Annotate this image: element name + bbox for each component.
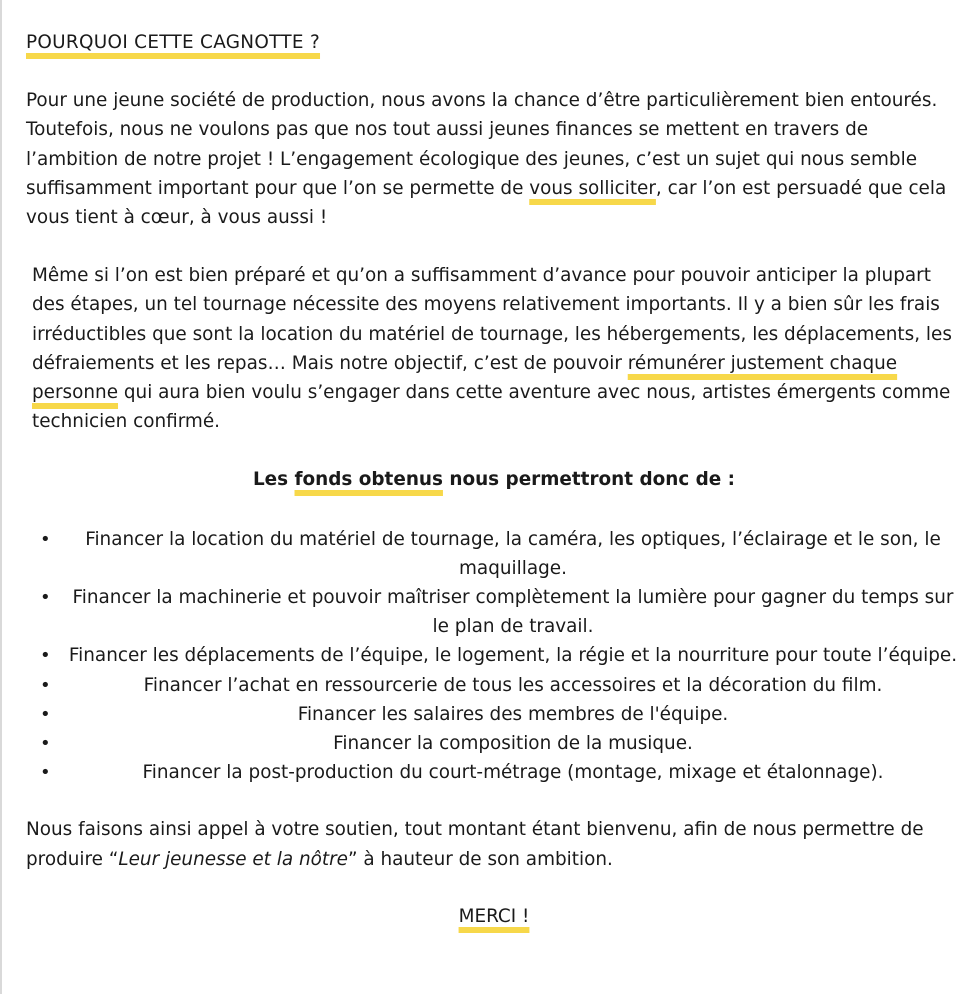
closing-paragraph (26, 815, 962, 873)
bullet-icon: • (40, 762, 51, 784)
budget-text-end: qui aura bien voulu s’engager dans cette aventure avec nous, artistes émergents comme technicien confirmé. (32, 382, 951, 433)
funds-title-start: Les (252, 469, 295, 491)
bullet-icon: • (40, 645, 51, 667)
intro-text-end: , car l’on est persuadé que cela vous tient à cœur, à vous aussi ! (26, 177, 947, 229)
bullet-icon: • (40, 528, 51, 550)
funds-title (26, 465, 962, 494)
list-item (26, 700, 962, 729)
list-item-text: Financer la composition de la musique. (333, 733, 693, 755)
list-item-text: Financer les déplacements de l’équipe, le logement, la régie et la nourriture pour toute l’équipe. (68, 645, 958, 667)
heading-text: POURQUOI CETTE CAGNOTTE ? (26, 32, 321, 53)
list-item (26, 641, 962, 670)
page-left-border (0, 0, 2, 994)
section-heading (26, 28, 962, 57)
funds-title-end: nous permettront donc de : (442, 469, 736, 491)
funds-list (26, 525, 962, 788)
campaign-description (26, 28, 962, 931)
list-item-text: Financer les salaires des membres de l'équipe. (297, 703, 729, 725)
closing-text: Nous faisons ainsi appel à votre soutien, tout montant étant bienvenu, afin de nous permettre de produire “ (26, 819, 924, 870)
budget-highlight: rémunérer justement chaque personne (32, 352, 898, 404)
bullet-icon: • (40, 587, 51, 609)
list-item-text: Financer la post-production du court-métrage (montage, mixage et étalonnage). (142, 762, 884, 784)
list-item (26, 758, 962, 787)
list-item-text: Financer la location du matériel de tournage, la caméra, les optiques, l’éclairage et le son, le maquillage. (85, 528, 941, 579)
closing-text-end: ” à hauteur de son ambition. (347, 848, 613, 870)
film-title: Leur jeunesse et la nôtre (118, 848, 348, 870)
list-item (26, 525, 962, 583)
budget-text: Même si l’on est bien préparé et qu’on a suffisamment d’avance pour pouvoir anticiper la plupart des étapes, un tel tournage nécessite des moyens relativement importants. Il y a bien sûr les frais irréductibles que sont la location du matériel de tournage, les hébergements, les déplacements, les défraiements et les repas… Mais notre objectif, c’est de pouvoir (32, 265, 952, 374)
bullet-icon: • (40, 733, 51, 755)
funds-title-highlight: fonds obtenus (294, 469, 443, 491)
intro-text: Pour une jeune société de production, nous avons la chance d’être particulièrement bien entourés. Toutefois, nous ne voulons pas que nos tout aussi jeunes finances se mettent en travers de l’ambition de notre projet ! L’engagement écologique des jeunes, c’est un sujet qui nous semble suffisamment important pour que l’on se permette de (26, 90, 938, 199)
list-item (26, 583, 962, 641)
bullet-icon: • (40, 703, 51, 725)
intro-paragraph (26, 86, 962, 232)
intro-highlight: vous solliciter (529, 177, 656, 199)
list-item (26, 671, 962, 700)
budget-paragraph (26, 261, 962, 436)
list-item (26, 729, 962, 758)
list-item-text: Financer la machinerie et pouvoir maîtriser complètement la lumière pour gagner du temps sur le plan de travail. (72, 587, 954, 638)
thanks-text: MERCI ! (458, 905, 530, 927)
thanks-line (26, 902, 962, 931)
bullet-icon: • (40, 674, 51, 696)
list-item-text: Financer l’achat en ressourcerie de tous les accessoires et la décoration du film. (143, 674, 883, 696)
